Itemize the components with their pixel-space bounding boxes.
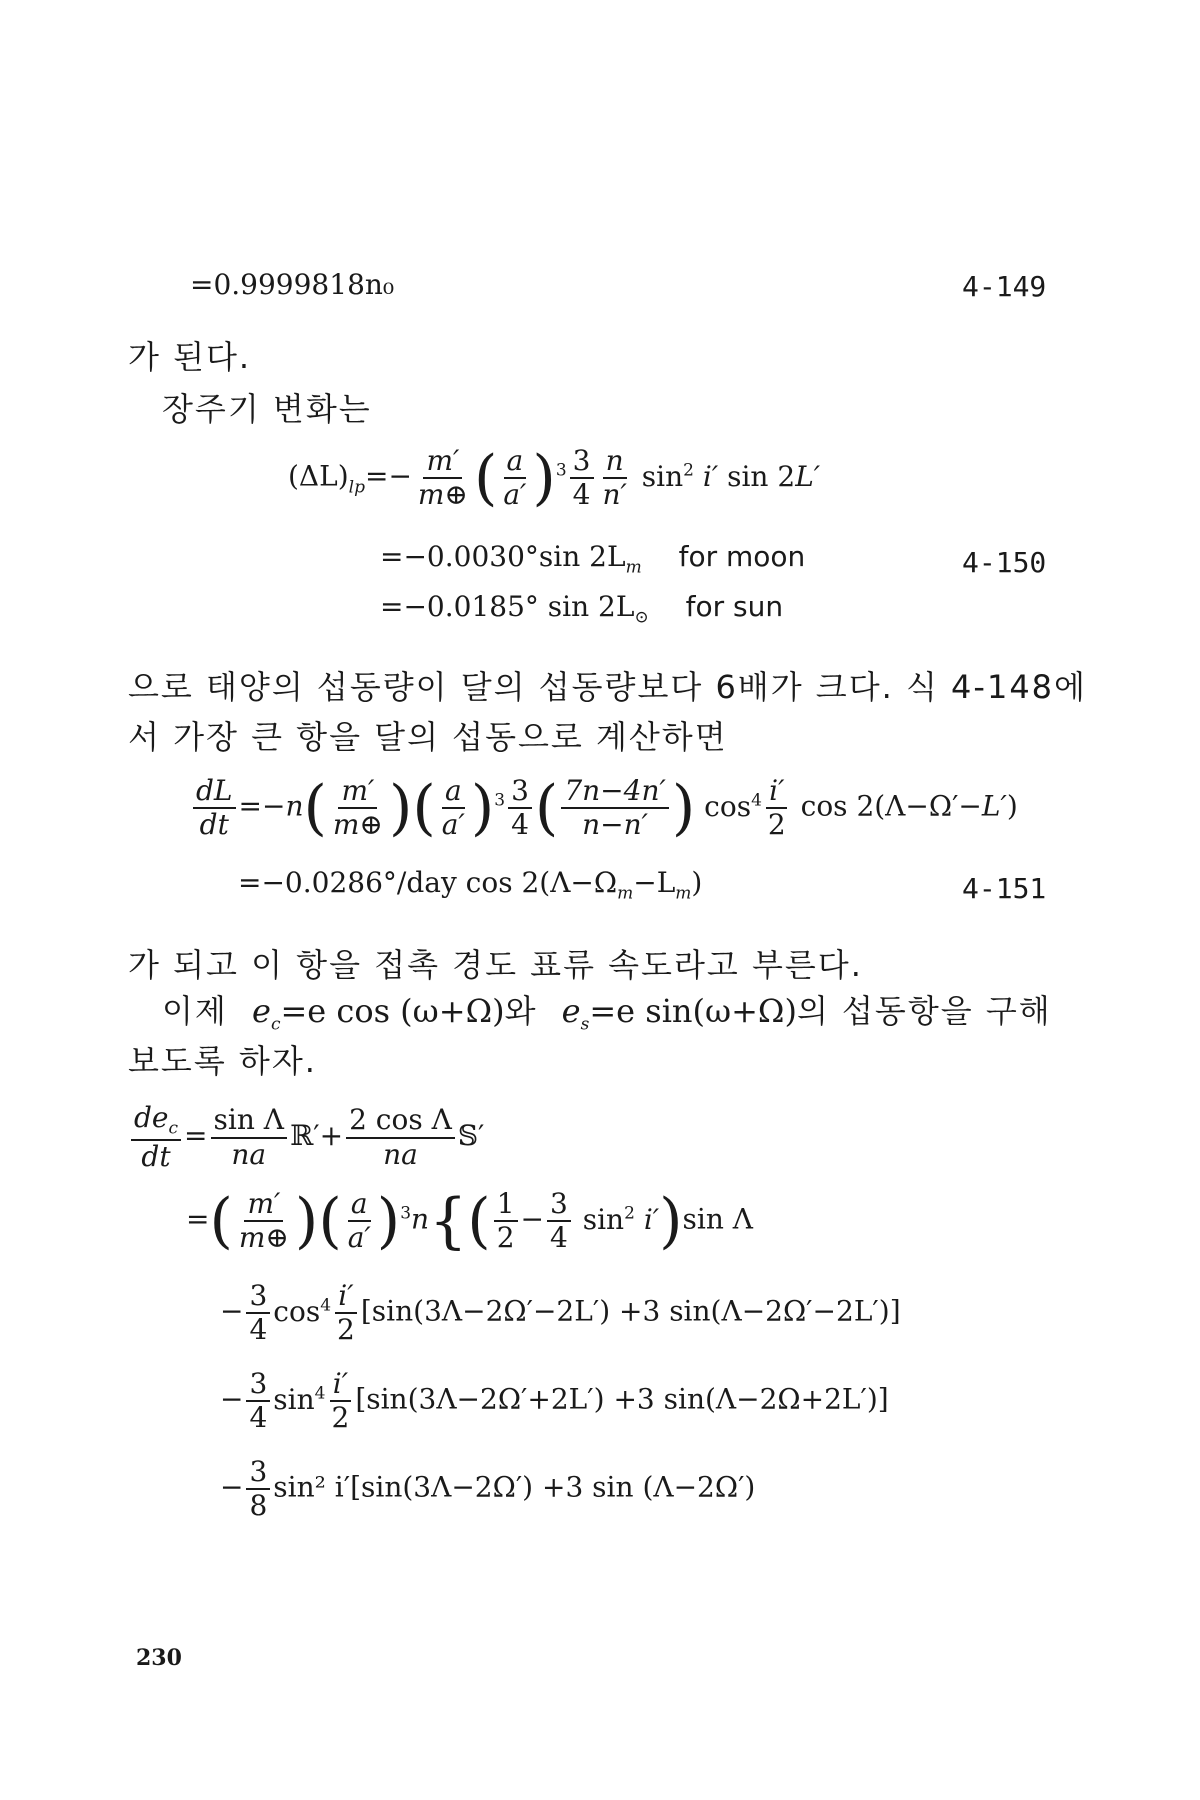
page-number: 230 bbox=[136, 1645, 182, 1671]
paragraph-line-1: 가 된다. bbox=[128, 338, 252, 376]
equation-4-150-line1: $(\Delta L)_{lp}=-$ $\frac{m'}{m\oplus}$ ( $\frac{a}{a'}$ )$^3$ $\frac{3}{4}$ $\frac{n}{n'}$ $\sin^2 i'$ sin 2L′ bbox=[288, 443, 821, 514]
equation-dec-line1: $\frac{de_c}{dt}$ = $\frac{\text{sin Λ}}{na}$ ℝ′+ $\frac{\text{2 cos Λ}}{na}$ 𝕊′ bbox=[128, 1102, 484, 1173]
equation-4-149 bbox=[190, 268, 394, 301]
equation-number-4-151: 4-151 bbox=[962, 872, 1047, 905]
equation-dec-line5: − $\frac{3}{8}$ sin² i′[sin(3Λ−2Ω′) +3 sin (Λ−2Ω′) bbox=[220, 1455, 756, 1523]
equation-4-150-line2: =−0.0030°sin $2L_m$ for moon bbox=[380, 540, 806, 578]
equation-number-4-150: 4-150 bbox=[962, 546, 1047, 579]
eq149-rhs: =0.9999818n₀ bbox=[190, 268, 395, 301]
paragraph-line-3: 으로 태양의 섭동량이 달의 섭동량보다 6배가 크다. 식 4-148에 bbox=[128, 668, 1087, 706]
equation-4-151-line2: =−0.0286°/day $\cos 2(\Lambda-\Omega_m-L_m)$ bbox=[238, 866, 703, 904]
equation-4-151-line1: $\frac{dL}{dt}$ =−n( $\frac{m'}{m\oplus}$ )( $\frac{a}{a'}$ )$^3$ $\frac{3}{4}$ ( $\frac{7n-4n'}{n-n'}$ ) $\cos^4$ $\frac{i'}{2}$ cos 2(Λ−Ω′−L′) bbox=[190, 775, 1018, 841]
paragraph-line-7: 보도록 하자. bbox=[128, 1042, 317, 1080]
equation-dec-line3: − $\frac{3}{4}$ $\cos^4$ $\frac{i'}{2}$ [sin(3Λ−2Ω′−2L′) +3 sin(Λ−2Ω′−2L′)] bbox=[220, 1279, 901, 1347]
paragraph-line-4: 서 가장 큰 항을 달의 섭동으로 계산하면 bbox=[128, 718, 728, 756]
equation-4-150-line3: =−0.0185° $\sin 2L_⊙$ for sun bbox=[380, 590, 784, 628]
equation-dec-line2: =( $\frac{m'}{m\oplus}$ )( $\frac{a}{a'}$ )$^3$n{( $\frac{1}{2}$ − $\frac{3}{4}$ $\sin^2 i')\sin$ Λ bbox=[186, 1186, 754, 1257]
paragraph-line-5: 가 되고 이 항을 접촉 경도 표류 속도라고 부른다. bbox=[128, 946, 863, 984]
equation-number-4-149: 4-149 bbox=[962, 270, 1047, 303]
paragraph-line-6: 이제 $e_c=e$ cos (ω+Ω)와 $e_s=e$ sin(ω+Ω)의 섭동항을 구해 bbox=[162, 992, 1052, 1035]
equation-dec-line4: − $\frac{3}{4}$ $\sin^4$ $\frac{i'}{2}$ [sin(3Λ−2Ω′+2L′) +3 sin(Λ−2Ω+2L′)] bbox=[220, 1367, 889, 1435]
paragraph-line-2: 장주기 변화는 bbox=[162, 390, 372, 428]
